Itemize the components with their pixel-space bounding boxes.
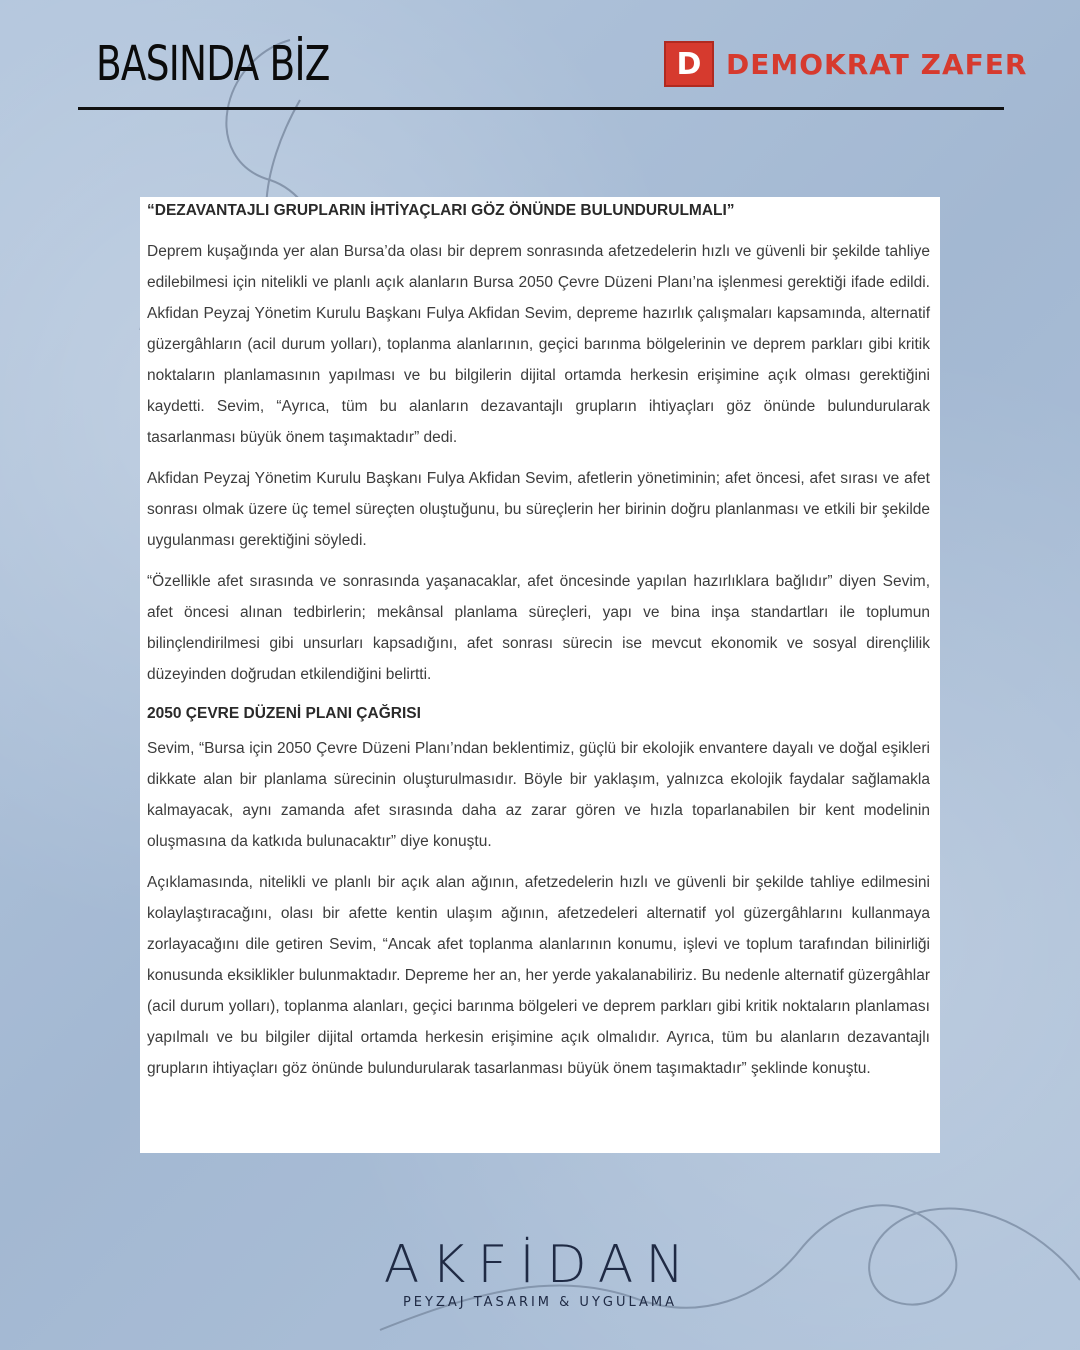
article-paragraph: “Özellikle afet sırasında ve sonrasında yaşanacaklar, afet öncesinde yapılan hazırlıklara bağlıdır” diyen Sevim, afet öncesi alınan tedbirlerin; mekânsal planlama süreçleri, yapı ve bina inşa standartları ile toplumun bilinçlendirilmesi gibi unsurları kapsadığını, afet sonrası sürecin ise mevcut ekonomik ve sosyal dirençlilik düzeyinden doğrudan etkilendiğini belirtti. <box>147 573 930 683</box>
company-logo-wordmark: AKFİDAN <box>383 1235 697 1295</box>
article-paragraph: Deprem kuşağında yer alan Bursa’da olası bir deprem sonrasında afetzedelerin hızlı ve güvenli bir şekilde tahliye edilebilmesi için nitelikli ve planlı açık alanların Bursa 2050 Çevre Düzeni Planı’na işlenmesi gerektiği ifade edildi. Akfidan Peyzaj Yönetim Kurulu Başkanı Fulya Akfidan Sevim, depreme hazırlık çalışmaları kapsamında, alternatif güzergâhların (acil durum yolları), toplanma alanlarının, geçici barınma bölgelerinin ve deprem parkları gibi kritik noktaların planlamasının yapılması ve bu bilgilerin dijital ortamda herkesin erişimine açık olması gerektiğini kaydetti. Sevim, “Ayrıca, tüm bu alanların dezavantajlı grupların ihtiyaçları göz önünde bulundurularak tasarlanması büyük önem taşımaktadır” dedi. <box>147 243 930 446</box>
company-tagline: PEYZAJ TASARIM & UYGULAMA <box>402 1295 678 1310</box>
article-clipping <box>140 197 940 1153</box>
article-paragraph: Sevim, “Bursa için 2050 Çevre Düzeni Planı’ndan beklentimiz, güçlü bir ekolojik envantere dayalı ve doğal eşikleri dikkate alan bir planlama sürecinin oluşturulmasıdır. Böyle bir yaklaşım, yalnızca ekolojik faydalar sağlamakla kalmayacak, aynı zamanda afet sırasında daha az zarar gören ve hızla toparlanabilen bir kent modelinin oluşmasına da katkıda bulunacaktır” diye konuştu. <box>147 740 930 850</box>
publication-name: DEMOKRAT ZAFER <box>726 47 1028 81</box>
company-logo <box>0 1237 1080 1310</box>
section-title: BASINDA BİZ <box>96 36 330 92</box>
header-divider <box>78 107 1004 110</box>
article-paragraph: Açıklamasında, nitelikli ve planlı bir açık alan ağının, afetzedelerin hızlı ve güvenli bir şekilde tahliye edilmesini kolaylaştıracağını, olası bir afette kentin ulaşım ağının, afetzedeleri alternatif yol güzergâhlarını kullanmaya zorlayacağını dile getiren Sevim, “Ancak afet toplanma alanlarının konumu, işlevi ve toplum tarafından bilinirliği konusunda eksiklikler bulunmaktadır. Depreme her an, her yerde yakalanabiliriz. Bu nedenle alternatif güzergâhlar (acil durum yolları), toplanma alanları, geçici barınma bölgeleri ve deprem parkları gibi kritik noktaların planlaması yapılmalı ve bu bilgiler dijital ortamda herkesin erişimine açık olmalıdır. Ayrıca, tüm bu alanların dezavantajlı grupların ihtiyaçları göz önünde bulundurularak tasarlanması büyük önem taşımaktadır” şeklinde konuştu. <box>147 874 930 1077</box>
publication-logo-icon: D <box>664 41 714 87</box>
publication-logo <box>664 39 1027 89</box>
article-paragraph: Akfidan Peyzaj Yönetim Kurulu Başkanı Fulya Akfidan Sevim, afetlerin yönetiminin; afet öncesi, afet sırası ve afet sonrası olmak üzere üç temel süreçten oluştuğunu, bu süreçlerin her birinin doğru planlanması ve etkili bir şekilde uygulanması gerektiğini söyledi. <box>147 470 930 549</box>
article-headline: “DEZAVANTAJLI GRUPLARIN İHTİYAÇLARI GÖZ ÖNÜNDE BULUNDURULMALI” <box>147 202 735 219</box>
article-subheading: 2050 ÇEVRE DÜZENİ PLANI ÇAĞRISI <box>147 705 421 722</box>
